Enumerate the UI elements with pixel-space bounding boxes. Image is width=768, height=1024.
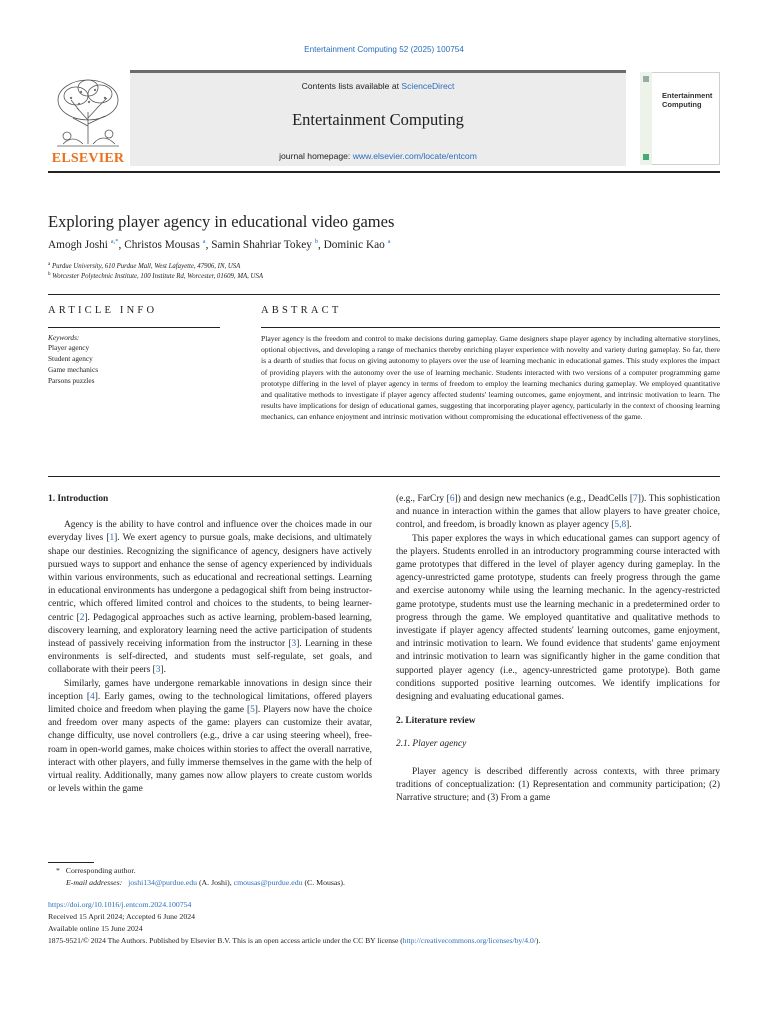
keyword-item[interactable]: Student agency xyxy=(48,354,93,363)
paragraph-text: Agency is the ability to have control and influence over the choices made in our everyday lives [ xyxy=(48,520,372,544)
intro-paragraph-1 xyxy=(48,519,372,677)
footnote-marker: * xyxy=(56,866,60,875)
paragraph-text: ]. Pedagogical approaches such as active learning, problem-based learning, discovery learning, and exploratory learning need the active participation of students instead of passively receiving information from the instructor [ xyxy=(48,612,373,650)
literature-paragraph-1 xyxy=(396,766,720,806)
cover-title xyxy=(662,91,720,109)
article-info-rule xyxy=(48,327,220,328)
keyword-item[interactable]: Parsons puzzles xyxy=(48,376,95,385)
affiliation-marker: a xyxy=(48,262,51,267)
elsevier-wordmark: ELSEVIER xyxy=(51,151,125,166)
copyright-text: 1875-9521/© 2024 The Authors. Published by Elsevier B.V. This is an open access article under the CC BY license ( xyxy=(48,936,403,945)
paragraph-text: ]. Learning in these environments is self-directed, and students must self-regulate, set goals, and collaborate with their peers [ xyxy=(48,639,373,676)
doi-link[interactable]: https://doi.org/10.1016/j.entcom.2024.100754 xyxy=(48,900,192,909)
contents-prefix: Contents lists available at xyxy=(301,81,402,91)
received-accepted-dates: Received 15 April 2024; Accepted 6 June 2024 xyxy=(48,912,196,921)
citation-link[interactable]: 5 xyxy=(250,705,255,716)
email-link[interactable]: cmousas@purdue.edu xyxy=(233,878,303,887)
citation-link[interactable]: 4 xyxy=(90,691,95,702)
abstract-bottom-rule xyxy=(48,476,720,477)
homepage-line xyxy=(130,151,626,161)
citation-link[interactable]: 1 xyxy=(109,533,115,544)
affiliation-text: Worcester Polytechnic Institute, 100 Institute Rd, Worcester, 01609, MA, USA xyxy=(52,273,263,280)
journal-reference[interactable]: Entertainment Computing 52 (2025) 100754 xyxy=(304,45,464,54)
paragraph-text: ]. Early games, owing to the technological limitations, offered players limited choice and freedom when playing the game [ xyxy=(48,691,372,716)
author-separator: , xyxy=(205,239,212,251)
homepage-prefix: journal homepage: xyxy=(279,151,353,161)
cover-title-line-1: Entertainment xyxy=(662,91,713,100)
author-affiliation-marker[interactable]: a xyxy=(202,238,206,245)
affiliation-text: Purdue University, 610 Purdue Mall, West Lafayette, 47906, IN, USA xyxy=(51,263,241,270)
subsection-heading-player-agency: 2.1. Player agency xyxy=(396,739,467,750)
intro-paragraph-2 xyxy=(48,678,372,797)
footnote-rule xyxy=(48,862,94,863)
journal-name: Entertainment Computing xyxy=(292,110,464,129)
affiliation-a xyxy=(48,262,240,270)
author-name[interactable]: Amogh Joshi xyxy=(48,239,108,251)
paragraph-text: This paper explores the ways in which educational games can support agency of the players. Students enrolled in an introductory programming course interacted with game prototypes that differed in the level of player agency during gameplay. In the agency-unrestricted game prototype, students can freely progress through the game and exercise autonomy while using the learning mechanic. In the agency-restricted game prototype, students must use the learning mechanic in a predetermined order to progress through the game. We employed quantitative and qualitative methods to investigate if player agency affected students' learning outcomes, game enjoyment, and intrinsic motivation to learn. We found evidence that students' game enjoyment and intrinsic motivation to learn was significantly higher in the game condition that supported player agency (i.e., agency-unrestricted game prototype). Both game conditions supported positive learning outcomes. We identify implications for designing and evaluating educational games. xyxy=(396,533,720,703)
header-divider xyxy=(48,171,720,173)
homepage-link[interactable]: www.elsevier.com/locate/entcom xyxy=(352,151,477,161)
citation-link[interactable]: 3 xyxy=(155,665,161,676)
copyright-suffix: ). xyxy=(535,936,541,945)
intro-paragraph-continued xyxy=(396,493,720,533)
citation-link[interactable]: 5,8 xyxy=(614,520,627,531)
author-affiliation-marker[interactable]: b xyxy=(314,238,318,245)
contents-line xyxy=(130,81,626,91)
cover-side-strip xyxy=(640,72,652,165)
paragraph-text: ]. Players now have the choice and freedom over many aspects of the game: players can customize their avatar, change difficulty, use novel controllers (e.g., drive a car using steering wheel), free-roam in open-world games, make choices within stories to affect the overall narrative, interact with other players, and fully immerse themselves in the game with the help of virtual reality. Additionally, many games now allow players to create custom worlds or levels within the game xyxy=(48,705,372,795)
author-separator: , xyxy=(317,239,324,251)
author-affiliation-marker[interactable]: a,* xyxy=(110,238,119,245)
paragraph-text: ]. xyxy=(160,665,166,676)
author-name[interactable]: Dominic Kao xyxy=(323,239,385,251)
paragraph-text: Player agency is described differently across contexts, with three primary traditions of conceptualization: (1) Representation and community participation; (2) Narrative structure; and (3) From a game xyxy=(396,766,720,804)
citation-link[interactable]: 6 xyxy=(449,494,455,504)
article-info-heading: ARTICLE INFO xyxy=(48,305,158,316)
footnote-text: Corresponding author. xyxy=(65,866,136,875)
sciencedirect-link[interactable]: ScienceDirect xyxy=(401,81,455,91)
corresponding-author-note xyxy=(56,866,136,875)
cover-title-line-2: Computing xyxy=(662,100,702,109)
paragraph-text: Similarly, games have undergone remarkable innovations in design since their inception [ xyxy=(48,678,372,702)
paragraph-text: ]). This sophistication and nuance in interaction within the games that allow players to have greater choice, control, and freedom, is broadly known as player agency [ xyxy=(396,494,721,531)
email-link[interactable]: joshi134@purdue.edu xyxy=(128,878,197,887)
author-name[interactable]: Christos Mousas xyxy=(124,239,200,251)
intro-paragraph-3 xyxy=(396,533,720,705)
body-right-column xyxy=(396,493,720,805)
citation-link[interactable]: 7 xyxy=(633,494,638,504)
email-owner: (C. Mousas). xyxy=(304,878,345,887)
paragraph-text: ]. We exert agency to pursue goals, make decisions, and ultimately shape our destinies. Recognizing the significance of agency, designers have actively pursued ways to support and enhance the sense of agency experienced by individuals within various environments, such as educational and recreational settings. Learning in educational environments has undergone a pedagogical shift from being instructor-centric, which offered limited control and choices to the students, to being learner-centric [ xyxy=(48,533,372,623)
copyright-line xyxy=(48,936,728,945)
abstract-rule xyxy=(261,327,720,328)
keywords-label: Keywords: xyxy=(48,333,80,342)
affiliation-b xyxy=(48,272,263,280)
author-list xyxy=(48,238,391,251)
abstract-heading: ABSTRACT xyxy=(261,305,342,316)
body-left-column xyxy=(48,493,372,796)
email-footnote xyxy=(66,878,345,887)
paragraph-text: ]) and design new mechanics (e.g., DeadCells [ xyxy=(454,494,634,504)
citation-link[interactable]: 3 xyxy=(291,639,297,650)
journal-cover-thumbnail[interactable] xyxy=(640,72,720,165)
author-name[interactable]: Samin Shahriar Tokey xyxy=(211,239,312,251)
info-top-rule xyxy=(48,294,720,295)
abstract-text: Player agency is the freedom and control to make decisions during gameplay. Game designers shape player agency by including alternative storylines, optional objectives, and developing a range of mechanics thereby enriching player experience with novelty and variety during gameplay. So far, there is a dearth of studies that focus on giving autonomy to players over the use of learning mechanic in educational games. This study explores the impact of providing players with the autonomy over the use of learning mechanic. Students interacted with two versions of a computer programming game prototype differing in the level of player agency in terms of freedom to employ the learning mechanics during gameplay. We employed quantitative and qualitative methods to investigate if player agency affected students' learning outcomes, game enjoyment, and intrinsic motivation to learn. The results have implications for design of educational games, suggesting that incorporating player agency, particularly in the context of choosing learning mechanics, can enhance enjoyment and intrinsic motivation without compromising the educational effectiveness of the game. xyxy=(261,334,720,422)
author-separator: , xyxy=(118,239,125,251)
author-affiliation-marker[interactable]: a xyxy=(387,238,391,245)
keyword-item[interactable]: Game mechanics xyxy=(48,365,99,374)
article-title: Exploring player agency in educational video games xyxy=(48,212,395,231)
citation-link[interactable]: 2 xyxy=(79,612,85,623)
paragraph-text: (e.g., FarCry [ xyxy=(396,494,450,504)
email-label: E-mail addresses: xyxy=(66,878,123,887)
available-online-date: Available online 15 June 2024 xyxy=(48,924,143,933)
section-heading-introduction: 1. Introduction xyxy=(48,494,109,504)
keyword-item[interactable]: Player agency xyxy=(48,343,90,352)
license-link[interactable]: http://creativecommons.org/licenses/by/4.0/ xyxy=(402,936,536,945)
email-owner: (A. Joshi), xyxy=(198,878,232,887)
affiliation-marker: b xyxy=(48,272,51,277)
paragraph-text: ]. xyxy=(626,520,632,531)
section-heading-literature-review: 2. Literature review xyxy=(396,716,476,727)
